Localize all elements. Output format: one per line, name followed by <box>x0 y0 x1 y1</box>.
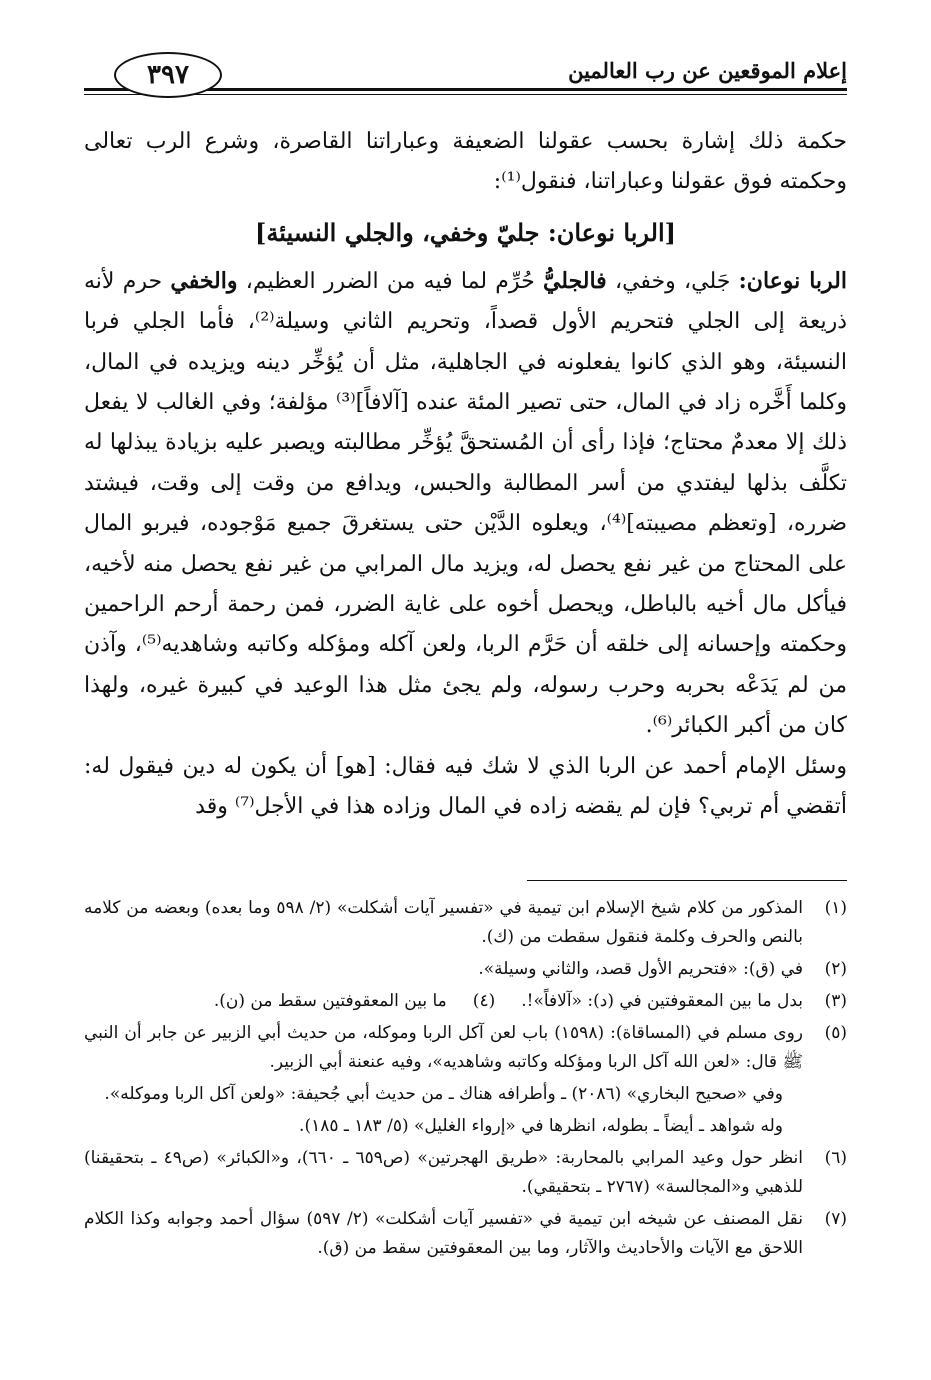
footnote-6 <box>84 1144 847 1202</box>
footnote-number: (٥) <box>824 1023 847 1043</box>
footnote-separator <box>527 880 847 881</box>
footnote-5 <box>84 1019 847 1077</box>
paragraph-ahmad-question: وسئل الإمام أحمد عن الربا الذي لا شك فيه فقال: [هو] أن يكون له دين فيقول له: أتقضي أم تربي؟ فإن لم يقضه زاده في المال وزاده هذا في الأجل⁽⁷⁾ وقد <box>84 753 847 820</box>
term-khafi: والخفي <box>170 267 238 294</box>
footnote-5-continuation-1: وفي «صحيح البخاري» (٢٠٨٦) ـ وأطرافه هناك ـ من حديث أبي جُحيفة: «ولعن آكل الربا وموكله». <box>104 1084 783 1104</box>
running-title: إعلام الموقعين عن رب العالمين <box>568 58 847 83</box>
footnotes <box>84 894 847 1266</box>
footnote-number: (٣) <box>824 991 847 1011</box>
paragraph-riba-types <box>84 261 847 747</box>
footnote-1 <box>84 894 847 952</box>
term-jali: فالجليُّ <box>542 267 607 294</box>
term-riba-types: الربا نوعان: <box>738 267 847 294</box>
paragraph-riba-text-b: حُرِّم لما فيه من الضرر العظيم، <box>237 268 543 294</box>
footnote-number: (٤) <box>472 991 496 1011</box>
footnote-number: (١) <box>824 898 847 918</box>
section-heading: [الربا نوعان: جليّ وخفي، والجلي النسيئة] <box>255 217 676 247</box>
footnote-3-4 <box>84 987 847 1016</box>
header-rule-thin <box>84 94 847 95</box>
footnote-number: (٦) <box>824 1148 847 1168</box>
footnote-text: المذكور من كلام شيخ الإسلام ابن تيمية في «تفسير آيات أشكلت» (٢/ ٥٩٨ وما بعده) وبعضه من كلامه بالنص والحرف وكلمة فنقول سقطت من (ك). <box>84 898 803 947</box>
footnote-2 <box>84 955 847 984</box>
paragraph-intro: حكمة ذلك إشارة بحسب عقولنا الضعيفة وعباراتنا القاصرة، وشرع الرب تعالى وحكمته فوق عقولنا وعباراتنا، فنقول⁽¹⁾: <box>84 129 847 195</box>
paragraph-riba-text-a: جَلي، وخفي، <box>606 268 739 294</box>
footnote-text: نقل المصنف عن شيخه ابن تيمية في «تفسير آيات أشكلت» (٢/ ٥٩٧) سؤال أحمد وجوابه وكذا الكلام اللاحق مع الآيات والأحاديث والآثار، وما بين المعقوفتين سقط من (ق). <box>84 1209 804 1258</box>
main-text <box>84 122 847 828</box>
paragraph-riba-text-c: حرم لأنه ذريعة إلى الجلي فتحريم الأول قصداً، وتحريم الثاني وسيلة⁽²⁾، فأما الجلي فربا النسيئة، وهو الذي كانوا يفعلونه في الجاهلية، مثل أن يُؤخِّر دينه ويزيده في المال، وكلما أَخَّره زاد في المال، حتى تصير المئة عنده [آلافاً]⁽³⁾ مؤلفة؛ وفي الغالب لا يفعل ذلك إلا معدمٌ محتاج؛ فإذا رأى أن المُستحقَّ يُؤخِّر مطالبته ويصبر عليه بزيادة يبذلها له تكلَّف بذلها ليفتدي من أسر المطالبة والحبس، ويدافع من وقت إلى وقت، فيشتد ضرره، [وتعظم مصيبته]⁽⁴⁾، ويعلوه الدَّيْن حتى يستغرقَ جميع مَوْجوده، فيربو المال على المحتاج من غير نفع يحصل له، ويزيد مال المرابي من غير نفع يحصل منه لأخيه، فيأكل مال أخيه بالباطل، ويحصل أخوه على غاية الضرر، فمن رحمة أرحم الراحمين وحكمته وإحسانه إلى خلقه أن حَرَّم الربا، ولعن آكله ومؤكله وكاتبه وشاهديه⁽⁵⁾، وآذن من لم يَدَعْه بحربه وحرب رسوله، ولم يجئ مثل هذا الوعيد في كبيرة غيره، ولهذا كان من أكبر الكبائر⁽⁶⁾. <box>84 268 848 739</box>
footnote-text: انظر حول وعيد المرابي بالمحاربة: «طريق الهجرتين» (ص٦٥٩ ـ ٦٦٠)، و«الكبائر» (ص٤٩ ـ بتحقيقنا) للذهبي و«المجالسة» (٢٧٦٧ ـ بتحقيقي). <box>84 1148 803 1197</box>
footnote-7 <box>84 1205 847 1263</box>
footnote-text: في (ق): «فتحريم الأول قصد، والثاني وسيلة». <box>478 959 803 979</box>
footnote-text: بدل ما بين المعقوفتين في (د): «آلافاً»!. <box>521 991 803 1011</box>
footnote-text-pair <box>84 987 803 1016</box>
footnote-number: (٧) <box>824 1209 847 1229</box>
footnote-5-continuation-2: وله شواهد ـ أيضاً ـ بطوله، انظرها في «إرواء الغليل» (٥/ ١٨٣ ـ ١٨٥). <box>299 1116 783 1136</box>
page-number: ٣٩٧ <box>114 52 222 98</box>
page-header <box>84 52 847 96</box>
footnote-text: روى مسلم في (المساقاة): (١٥٩٨) باب لعن آكل الربا وموكله، من حديث أبي الزبير عن جابر أن النبي ﷺ قال: «لعن الله آكل الربا ومؤكله وكاتبه وشاهديه»، وفيه عنعنة أبي الزبير. <box>84 1023 803 1072</box>
footnote-text: ما بين المعقوفتين سقط من (ن). <box>213 991 447 1011</box>
footnote-number: (٢) <box>824 959 847 979</box>
